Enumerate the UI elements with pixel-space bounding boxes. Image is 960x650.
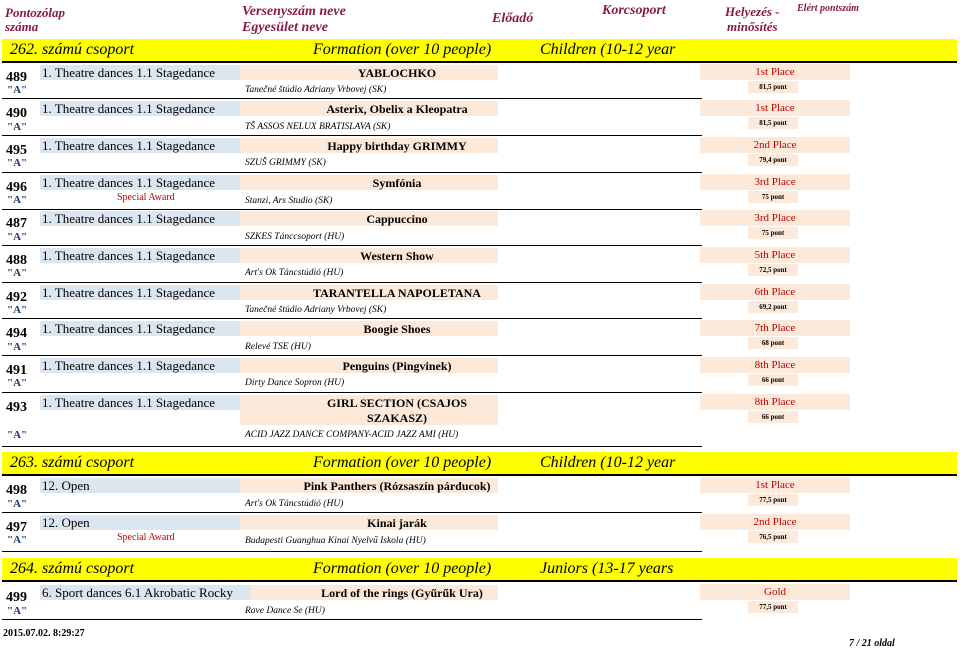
placement: 8th Place <box>754 359 796 371</box>
event-category: 12. Open <box>42 515 90 530</box>
performer-title: YABLOCHKO <box>357 66 437 80</box>
header-placement <box>725 4 780 34</box>
row-divider <box>2 355 702 356</box>
placement: 7th Place <box>754 322 796 334</box>
score: 79,4 pont <box>759 156 787 164</box>
club-name: Tanečné štúdio Adriany Vrbovej (SK) <box>245 85 387 95</box>
header-event-club <box>242 4 346 36</box>
row-divider <box>2 446 702 447</box>
rating-badge: "A" <box>7 157 28 169</box>
performer-title: Asterix, Obelix a Kleopatra <box>326 102 468 116</box>
sheet-number: 497 <box>6 520 27 535</box>
rating-badge: "A" <box>7 84 28 96</box>
placement: 1st Place <box>755 66 795 78</box>
performer-title <box>292 396 502 426</box>
club-name: Relevé TSE (HU) <box>245 342 311 352</box>
club-name: Dirty Dance Sopron (HU) <box>245 378 345 388</box>
club-name: TŠ ASSOS NELUX BRATISLAVA (SK) <box>245 122 391 132</box>
placement: 8th Place <box>754 396 796 408</box>
header-event-name: Versenyszám neve <box>242 4 346 19</box>
row-divider <box>2 172 702 173</box>
rating-badge: "A" <box>7 377 28 389</box>
header-sheet-number <box>5 6 65 34</box>
club-name: SZUŠ GRIMMY (SK) <box>245 158 326 168</box>
performer-title: Happy birthday GRIMMY <box>327 139 467 153</box>
performer-title: Western Show <box>360 249 434 263</box>
rating-badge: "A" <box>7 341 28 353</box>
header-placement-line1: Helyezés - <box>725 4 780 19</box>
rating-badge: "A" <box>7 534 28 546</box>
event-category: 1. Theatre dances 1.1 Stagedance <box>42 211 216 226</box>
row-divider <box>2 209 702 210</box>
row-divider <box>2 135 702 136</box>
club-name: SZKES Tánccsoport (HU) <box>245 232 345 242</box>
row-divider <box>2 512 702 513</box>
performer-title: Cappuccino <box>366 212 428 226</box>
placement: 3rd Place <box>754 176 796 188</box>
club-name: Budapesti Guanghua Kinai Nyelvű Iskola (HU) <box>245 536 426 546</box>
event-category: 1. Theatre dances 1.1 Stagedance <box>42 321 216 336</box>
performer-title-line2: SZAKASZ) <box>366 411 428 425</box>
event-category: 12. Open <box>42 478 90 493</box>
row-divider <box>2 551 702 552</box>
group-formation: Formation (over 10 people) <box>313 454 492 471</box>
group-age: Children (10-12 year <box>540 41 676 58</box>
club-name: Stanzi, Ars Studio (SK) <box>245 196 333 206</box>
score: 75 pont <box>761 193 785 201</box>
rating-badge: "A" <box>7 304 28 316</box>
placement: 5th Place <box>754 249 796 261</box>
placement: 2nd Place <box>753 516 797 528</box>
header-sheet-number-line1: Pontozólap <box>5 5 65 20</box>
performer-title: TARANTELLA NAPOLETANA <box>313 286 481 300</box>
placement: 1st Place <box>755 102 795 114</box>
event-category: 1. Theatre dances 1.1 Stagedance <box>42 285 216 300</box>
score: 77,5 pont <box>759 603 787 611</box>
rating-badge: "A" <box>7 429 28 441</box>
club-name: ACID JAZZ DANCE COMPANY-ACID JAZZ AMI (HU) <box>245 430 459 440</box>
score: 72,5 pont <box>759 266 787 274</box>
placement: 1st Place <box>755 479 795 491</box>
performer-title: Boogie Shoes <box>363 322 431 336</box>
rating-badge: "A" <box>7 605 28 617</box>
score: 81,5 pont <box>759 119 787 127</box>
sheet-number: 498 <box>6 483 27 498</box>
performer-title: Pink Panthers (Rózsaszín párducok) <box>303 479 491 493</box>
event-category: 1. Theatre dances 1.1 Stagedance <box>42 395 216 410</box>
event-category: 1. Theatre dances 1.1 Stagedance <box>42 358 216 373</box>
sheet-number: 487 <box>6 216 27 231</box>
club-name: Rave Dance Se (HU) <box>245 606 325 616</box>
header-placement-line2: minősítés <box>727 19 778 34</box>
score: 77,5 pont <box>759 496 787 504</box>
sheet-number: 494 <box>6 326 27 341</box>
sheet-number: 495 <box>6 143 27 158</box>
score: 81,5 pont <box>759 83 787 91</box>
event-category: 6. Sport dances 6.1 Akrobatic Rocky <box>42 585 233 600</box>
performer-title: Lord of the rings (Gyűrűk Ura) <box>321 586 483 600</box>
rating-badge: "A" <box>7 267 28 279</box>
event-category: 1. Theatre dances 1.1 Stagedance <box>42 65 216 80</box>
sheet-number: 489 <box>6 70 27 85</box>
event-category: 1. Theatre dances 1.1 Stagedance <box>42 138 216 153</box>
event-category: 1. Theatre dances 1.1 Stagedance <box>42 248 216 263</box>
divider <box>2 580 957 582</box>
header-score: Elért pontszám <box>797 3 859 14</box>
score: 69,2 pont <box>759 303 787 311</box>
group-formation: Formation (over 10 people) <box>313 41 492 58</box>
divider <box>2 61 957 63</box>
rating-badge: "A" <box>7 121 28 133</box>
page-number: 7 / 21 oldal <box>849 638 895 649</box>
header-age-group: Korcsoport <box>602 3 666 18</box>
header-club-name: Egyesület neve <box>242 20 328 35</box>
header-sheet-number-line2: száma <box>5 19 39 34</box>
performer-title-line1: GIRL SECTION (CSAJOS <box>326 396 468 410</box>
rating-badge: "A" <box>7 194 28 206</box>
placement: 3rd Place <box>754 212 796 224</box>
row-divider <box>2 282 702 283</box>
rating-badge: "A" <box>7 231 28 243</box>
row-divider <box>2 318 702 319</box>
sheet-number: 493 <box>6 400 27 415</box>
group-formation: Formation (over 10 people) <box>313 560 492 577</box>
sheet-number: 490 <box>6 106 27 121</box>
performer-title: Penguins (Pingvinek) <box>342 359 452 373</box>
score: 66 pont <box>761 413 785 421</box>
club-name: Art's Ok Táncstúdió (HU) <box>245 499 344 509</box>
performer-title: Symfónia <box>372 176 422 190</box>
placement: 2nd Place <box>753 139 797 151</box>
score: 75 pont <box>761 229 785 237</box>
event-category: 1. Theatre dances 1.1 Stagedance <box>42 101 216 116</box>
club-name: Tanečné štúdio Adriany Vrbovej (SK) <box>245 305 387 315</box>
row-divider <box>2 392 702 393</box>
row-divider <box>2 245 702 246</box>
score: 66 pont <box>761 376 785 384</box>
sheet-number: 491 <box>6 363 27 378</box>
group-number: 262. számú csoport <box>10 41 135 58</box>
placement: 6th Place <box>754 286 796 298</box>
row-divider <box>2 619 702 620</box>
rating-badge: "A" <box>7 498 28 510</box>
row-divider <box>2 98 702 99</box>
sheet-number: 499 <box>6 590 27 605</box>
divider <box>2 474 957 476</box>
club-name: Art's Ok Táncstúdió (HU) <box>245 268 344 278</box>
sheet-number: 492 <box>6 290 27 305</box>
print-timestamp: 2015.07.02. 8:29:27 <box>3 628 85 639</box>
special-award: Special Award <box>117 532 175 543</box>
sheet-number: 488 <box>6 253 27 268</box>
score: 68 pont <box>761 339 785 347</box>
placement: Gold <box>764 586 786 598</box>
group-age: Children (10-12 year <box>540 454 676 471</box>
special-award: Special Award <box>117 192 175 203</box>
group-age: Juniors (13-17 years <box>540 560 674 577</box>
header-performer: Előadó <box>492 11 534 26</box>
score: 76,5 pont <box>759 533 787 541</box>
sheet-number: 496 <box>6 180 27 195</box>
group-number: 264. számú csoport <box>10 560 135 577</box>
performer-title: Kinai jarák <box>367 516 427 530</box>
group-number: 263. számú csoport <box>10 454 135 471</box>
event-category: 1. Theatre dances 1.1 Stagedance <box>42 175 216 190</box>
